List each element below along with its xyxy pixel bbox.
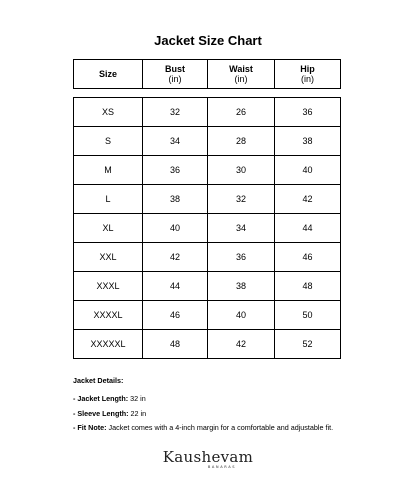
sleeve-length-line <box>73 409 403 418</box>
waist-cell: 38 <box>208 272 275 301</box>
waist-cell: 26 <box>208 98 275 127</box>
brand-logo-name: Kaushevam <box>162 448 254 466</box>
hip-cell: 52 <box>275 330 341 359</box>
bust-cell: 34 <box>143 127 208 156</box>
size-cell: XXXL <box>74 272 143 301</box>
brand-logo-tagline: BANARAS <box>207 465 237 469</box>
jacket-details <box>73 376 403 438</box>
waist-cell: 36 <box>208 243 275 272</box>
table-row <box>74 301 341 330</box>
header-bust-unit: (in) <box>168 74 182 84</box>
table-row <box>74 272 341 301</box>
bust-cell: 46 <box>143 301 208 330</box>
details-heading: Jacket Details: <box>73 376 124 385</box>
waist-cell: 32 <box>208 185 275 214</box>
sleeve-length-value: 22 in <box>130 408 147 418</box>
header-bust <box>143 60 208 89</box>
header-size: Size <box>74 60 143 89</box>
size-cell: M <box>74 156 143 185</box>
bust-cell: 32 <box>143 98 208 127</box>
bust-cell: 42 <box>143 243 208 272</box>
bust-cell: 36 <box>143 156 208 185</box>
bust-cell: 40 <box>143 214 208 243</box>
header-waist-unit: (in) <box>234 74 248 84</box>
size-cell: XXL <box>74 243 143 272</box>
header-bust-label: Bust <box>165 64 185 74</box>
waist-cell: 30 <box>208 156 275 185</box>
table-row <box>74 330 341 359</box>
waist-cell: 28 <box>208 127 275 156</box>
hip-cell: 36 <box>275 98 341 127</box>
jacket-length-label: - Jacket Length: <box>73 394 129 403</box>
waist-cell: 40 <box>208 301 275 330</box>
header-hip <box>275 60 341 89</box>
size-cell: XXXXL <box>74 301 143 330</box>
header-row <box>74 60 341 89</box>
sleeve-length-label: - Sleeve Length: <box>73 408 129 418</box>
hip-cell: 42 <box>275 185 341 214</box>
hip-cell: 44 <box>275 214 341 243</box>
hip-cell: 50 <box>275 301 341 330</box>
table-row <box>74 243 341 272</box>
fit-note-value: Jacket comes with a 4-inch margin for a comfortable and adjustable fit. <box>108 423 334 432</box>
hip-cell: 46 <box>275 243 341 272</box>
hip-cell: 38 <box>275 127 341 156</box>
fit-note-label: - Fit Note: <box>73 423 107 432</box>
size-cell: S <box>74 127 143 156</box>
table-row <box>74 127 341 156</box>
waist-cell: 42 <box>208 330 275 359</box>
bust-cell: 38 <box>143 185 208 214</box>
size-cell: XS <box>74 98 143 127</box>
hip-cell: 48 <box>275 272 341 301</box>
hip-cell: 40 <box>275 156 341 185</box>
size-chart-table <box>73 97 341 359</box>
table-row <box>74 98 341 127</box>
bust-cell: 48 <box>143 330 208 359</box>
bust-cell: 44 <box>143 272 208 301</box>
size-cell: XL <box>74 214 143 243</box>
page-title: Jacket Size Chart <box>154 33 262 48</box>
table-row <box>74 185 341 214</box>
size-chart-header <box>73 59 341 89</box>
header-waist <box>208 60 275 89</box>
header-waist-label: Waist <box>229 64 253 74</box>
jacket-length-line <box>73 394 403 403</box>
fit-note-line <box>73 423 403 432</box>
table-row <box>74 214 341 243</box>
header-hip-unit: (in) <box>301 74 314 84</box>
table-row <box>74 156 341 185</box>
size-cell: XXXXXL <box>74 330 143 359</box>
header-hip-label: Hip <box>300 64 315 74</box>
waist-cell: 34 <box>208 214 275 243</box>
brand-logo <box>0 449 416 470</box>
jacket-length-value: 32 in <box>130 394 146 403</box>
size-cell: L <box>74 185 143 214</box>
